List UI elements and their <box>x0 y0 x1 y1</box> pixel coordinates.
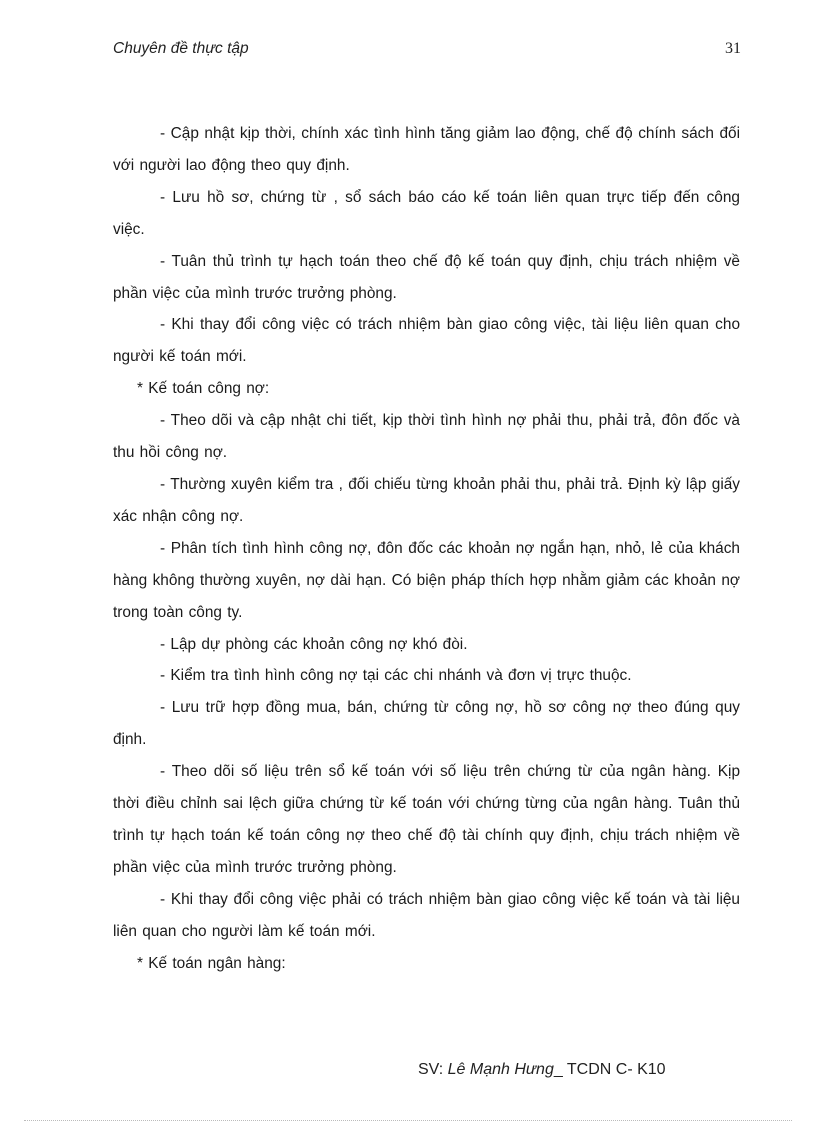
paragraph: - Cập nhật kịp thời, chính xác tình hình tăng giảm lao động, chế độ chính sách đối với người lao động theo quy định. <box>113 125 740 174</box>
paragraph: - Lưu trữ hợp đồng mua, bán, chứng từ công nợ, hồ sơ công nợ theo đúng quy định. <box>113 699 740 749</box>
page-number: 31 <box>725 40 741 57</box>
paragraph: - Kiểm tra tình hình công nợ tại các chi nhánh và đơn vị trực thuộc. <box>160 667 632 685</box>
footer-class-code: _ TCDN C- K10 <box>553 1061 666 1078</box>
paragraph: - Tuân thủ trình tự hạch toán theo chế độ kế toán quy định, chịu trách nhiệm về phần việc của mình trước trưởng phòng. <box>113 252 740 302</box>
paragraph: - Thường xuyên kiểm tra , đối chiếu từng khoản phải thu, phải trả. Định kỳ lập giấy xác nhận công nợ. <box>113 475 740 525</box>
running-header-title: Chuyên đề thực tập <box>113 40 249 57</box>
footer-prefix: SV: <box>418 1061 448 1078</box>
section-heading-debt-accounting: * Kế toán công nợ: <box>137 380 270 398</box>
page-footer <box>418 1061 666 1079</box>
footer-student-name: Lê Mạnh Hưng <box>447 1061 554 1078</box>
document-body <box>113 118 740 979</box>
section-heading-bank-accounting: * Kế toán ngân hàng: <box>137 954 286 972</box>
page-header <box>113 40 741 66</box>
paragraph: - Theo dõi số liệu trên sổ kế toán với số liệu trên chứng từ của ngân hàng. Kịp thời điều chỉnh sai lệch giữa chứng từ kế toán với chứng từng của ngân hàng. Tuân thủ trình tự hạch toán kế toán công nợ theo chế độ tài chính quy định, chịu trách nhiệm về phần việc của mình trước trưởng phòng. <box>113 763 740 876</box>
paragraph: - Lưu hồ sơ, chứng từ , sổ sách báo cáo kế toán liên quan trực tiếp đến công việc. <box>113 188 740 238</box>
paragraph: - Phân tích tình hình công nợ, đôn đốc các khoản nợ ngắn hạn, nhỏ, lẻ của khách hàng không thường xuyên, nợ dài hạn. Có biện pháp thích hợp nhằm giảm các khoản nợ trong toàn công ty. <box>113 539 740 621</box>
paragraph: - Khi thay đổi công việc phải có trách nhiệm bàn giao công việc kế toán và tài liệu liên quan cho người làm kế toán mới. <box>113 890 740 940</box>
paragraph: - Theo dõi và cập nhật chi tiết, kịp thời tình hình nợ phải thu, phải trả, đôn đốc và thu hồi công nợ. <box>113 412 740 462</box>
paragraph: - Khi thay đổi công việc có trách nhiệm bàn giao công việc, tài liệu liên quan cho người kế toán mới. <box>113 316 740 366</box>
footer-divider <box>24 1120 792 1121</box>
paragraph: - Lập dự phòng các khoản công nợ khó đòi. <box>160 635 468 653</box>
